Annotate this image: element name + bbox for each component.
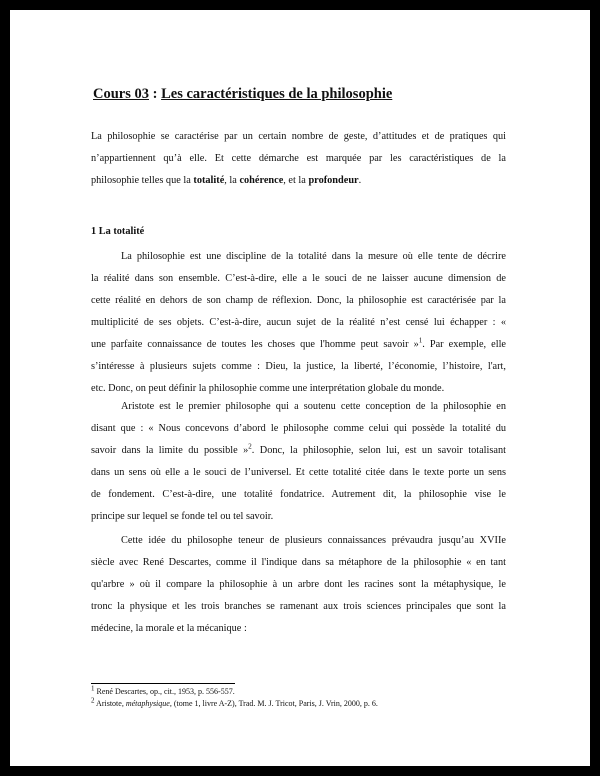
text-line: principe sur lequel se fonde tel ou tel savoir. xyxy=(91,511,274,522)
keyword-profondeur: profondeur xyxy=(308,175,359,186)
page-title xyxy=(93,86,392,103)
text-line: etc. Donc, on peut définir la philosophie comme une interprétation globale du monde. xyxy=(91,383,445,394)
footnote-1: $^1$ René Descartes, op., cit., 1953, p. 556-557. xyxy=(91,684,235,696)
text-line: de fondement. C’est-à-dire, une totalité fondatrice. Autrement dit, la philosophie vise le xyxy=(91,489,506,500)
document-page xyxy=(10,10,590,766)
footnote-ref-1: 1 xyxy=(418,336,423,345)
intro-line: La philosophie se caractérise par un certain nombre de geste, d’attitudes et de pratiques qui xyxy=(91,131,506,142)
text-line: siècle avec René Descartes, comme il l'indique dans sa métaphore de la philosophie « en tant xyxy=(91,557,506,568)
keyword-totalite: totalité xyxy=(193,175,225,186)
text-line: cette réalité en dehors de son champ de réflexion. Donc, la philosophie est caractérisée par la xyxy=(91,295,506,306)
course-subject: Les caractéristiques de la philosophie xyxy=(161,86,393,102)
section-heading: 1 La totalité xyxy=(91,226,145,237)
text-line: disant que : « Nous concevons d’abord le philosophe comme celui qui possède la totalité du xyxy=(91,423,506,434)
footnote-2: $^2$ Aristote, métaphysique, (tome 1, livre A-Z), Trad. M. J. Tricot, Paris, J. Vrin, 2000, p. 6. xyxy=(91,696,378,708)
footnote-ref-2: 2 xyxy=(248,442,252,451)
text-line: une parfaite connaissance de toutes les choses que l'homme peut savoir »$^1$. Par exemple, elle xyxy=(91,336,506,350)
course-number: Cours 03 xyxy=(93,86,149,102)
intro-line: n’appartiennent qu’à elle. Et cette démarche est marquée par les caractéristiques de la xyxy=(91,153,506,164)
intro-line: philosophie telles que la totalité, la cohérence, et la profondeur. xyxy=(91,175,362,186)
footnote-divider xyxy=(91,683,235,684)
text-line: dans un sens où elle a le souci de l’universel. Et cette totalité citée dans le texte porte un sens xyxy=(91,467,506,478)
keyword-coherence: cohérence xyxy=(239,175,284,186)
paragraph-aristote xyxy=(91,396,506,528)
intro-paragraph xyxy=(91,126,506,192)
text-line: La philosophie est une discipline de la totalité dans la mesure où elle tente de décrire xyxy=(121,251,506,262)
text-line: s’intéresse à plusieurs sujets comme : Dieu, la justice, la liberté, l’économie, l’histoire, l'art, xyxy=(91,361,506,372)
paragraph-descartes xyxy=(91,530,506,640)
text-line: la réalité dans son ensemble. C’est-à-dire, elle a le souci de ne laisser aucune dimension de xyxy=(91,273,506,284)
text-line: savoir dans la limite du possible »$^2$. Donc, la philosophie, selon lui, est un savoir totalisant xyxy=(91,442,506,456)
text-line: Aristote est le premier philosophe qui a soutenu cette conception de la philosophie en xyxy=(121,401,506,412)
text-line: médecine, la morale et la mécanique : xyxy=(91,623,247,634)
text-line: qu'arbre » où il compare la philosophie à un arbre dont les racines sont la métaphysique, le xyxy=(91,579,506,590)
text-line: tronc la physique et les trois branches se ramenant aux trois sciences principales que sont la xyxy=(91,601,506,612)
title-separator: : xyxy=(149,86,162,102)
text-line: multiplicité de ses objets. C’est-à-dire, aucun sujet de la réalité n’est censé lui échapper : « xyxy=(91,317,506,328)
paragraph-totalite xyxy=(91,246,506,400)
text-line: Cette idée du philosophe teneur de plusieurs connaissances prévaudra jusqu’au XVIIe xyxy=(121,535,506,546)
